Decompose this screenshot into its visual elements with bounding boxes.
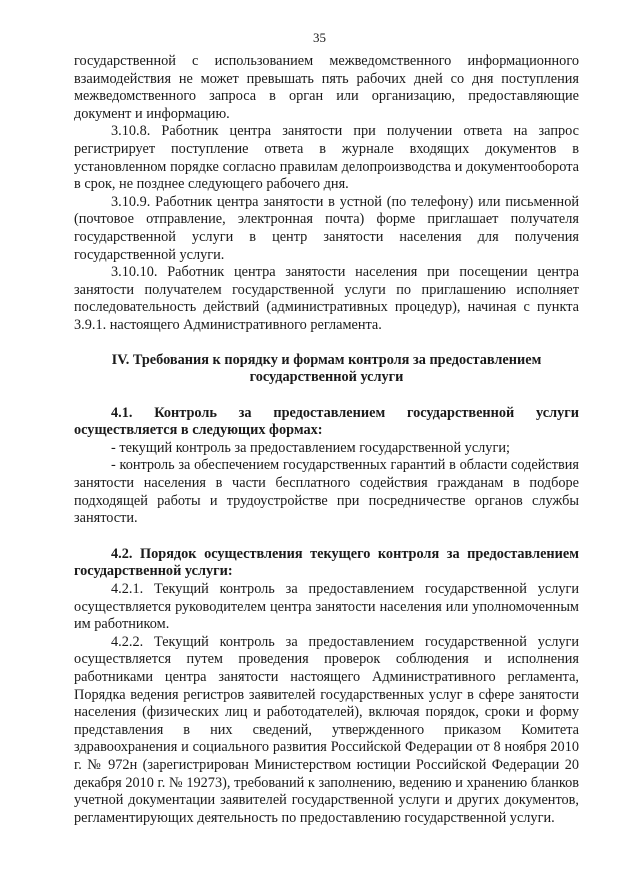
paragraph-3-10-10: 3.10.10. Работник центра занятости населения при посещении центра занятости получателем государственной услуги по приглашению исполняет последовательность действий (административных процедур), начиная с пункта 3.9.1. настоящего Административного регламента. xyxy=(74,264,579,333)
document-body xyxy=(74,53,579,827)
section-heading: IV. Требования к порядку и формам контроля за предоставлением государственной услуги xyxy=(111,351,542,386)
paragraph-3-10-9: 3.10.9. Работник центра занятости в устной (по телефону) или письменной (почтовое отправление, электронная почта) форме приглашает получателя государственной услуги в центр занятости населения для получения государственной услуги. xyxy=(74,193,579,263)
paragraph-4-2-1: 4.2.1. Текущий контроль за предоставлением государственной услуги осуществляется руководителем центра занятости населения или уполномоченным им работником. xyxy=(74,581,579,633)
page-number: 35 xyxy=(313,30,326,45)
paragraph-3-10-8: 3.10.8. Работник центра занятости при получении ответа на запрос регистрирует поступление ответа в журнале входящих документов в установленном порядке согласно правилам делопроизводства и документооборота в срок, не позднее следующего рабочего дня. xyxy=(74,123,579,193)
list-item: - контроль за обеспечением государственных гарантий в области содействия занятости населения в части бесплатного содействия гражданам в подборе подходящей работы и трудоустройстве при посредничестве органов службы занятости. xyxy=(74,457,579,527)
paragraph-continuation: государственной с использованием межведомственного информационного взаимодействия не может превышать пять рабочих дней со дня поступления межведомственного запроса в орган или организацию, предоставляющие документ и информацию. xyxy=(74,53,579,122)
paragraph-4-2-2: 4.2.2. Текущий контроль за предоставлением государственной услуги осуществляется путем проведения проверок соблюдения и исполнения работниками центра занятости настоящего Административного регламента, Порядка ведения регистров заявителей государственных услуг в сфере занятости населения (физических лиц и работодателей), включая порядок, сроки и форму представления в них сведений, утвержденного приказом Комитета здравоохранения и социального развития Российской Федерации от 8 ноября 2010 г. № 972н (зарегистрирован Министерством юстиции Российской Федерации 20 декабря 2010 г. № 19273), требований к заполнению, ведению и хранению бланков учетной документации заявителей государственной услуги и других документов, регламентирующих деятельность по предоставлению государственной услуги. xyxy=(74,633,579,826)
subsection-4-2-title: 4.2. Порядок осуществления текущего контроля за предоставлением государственной услуги: xyxy=(74,545,579,580)
subsection-4-1-title: 4.1. Контроль за предоставлением государственной услуги осуществляется в следующих формах: xyxy=(74,404,579,439)
list-item: - текущий контроль за предоставлением государственной услуги; xyxy=(111,439,510,456)
